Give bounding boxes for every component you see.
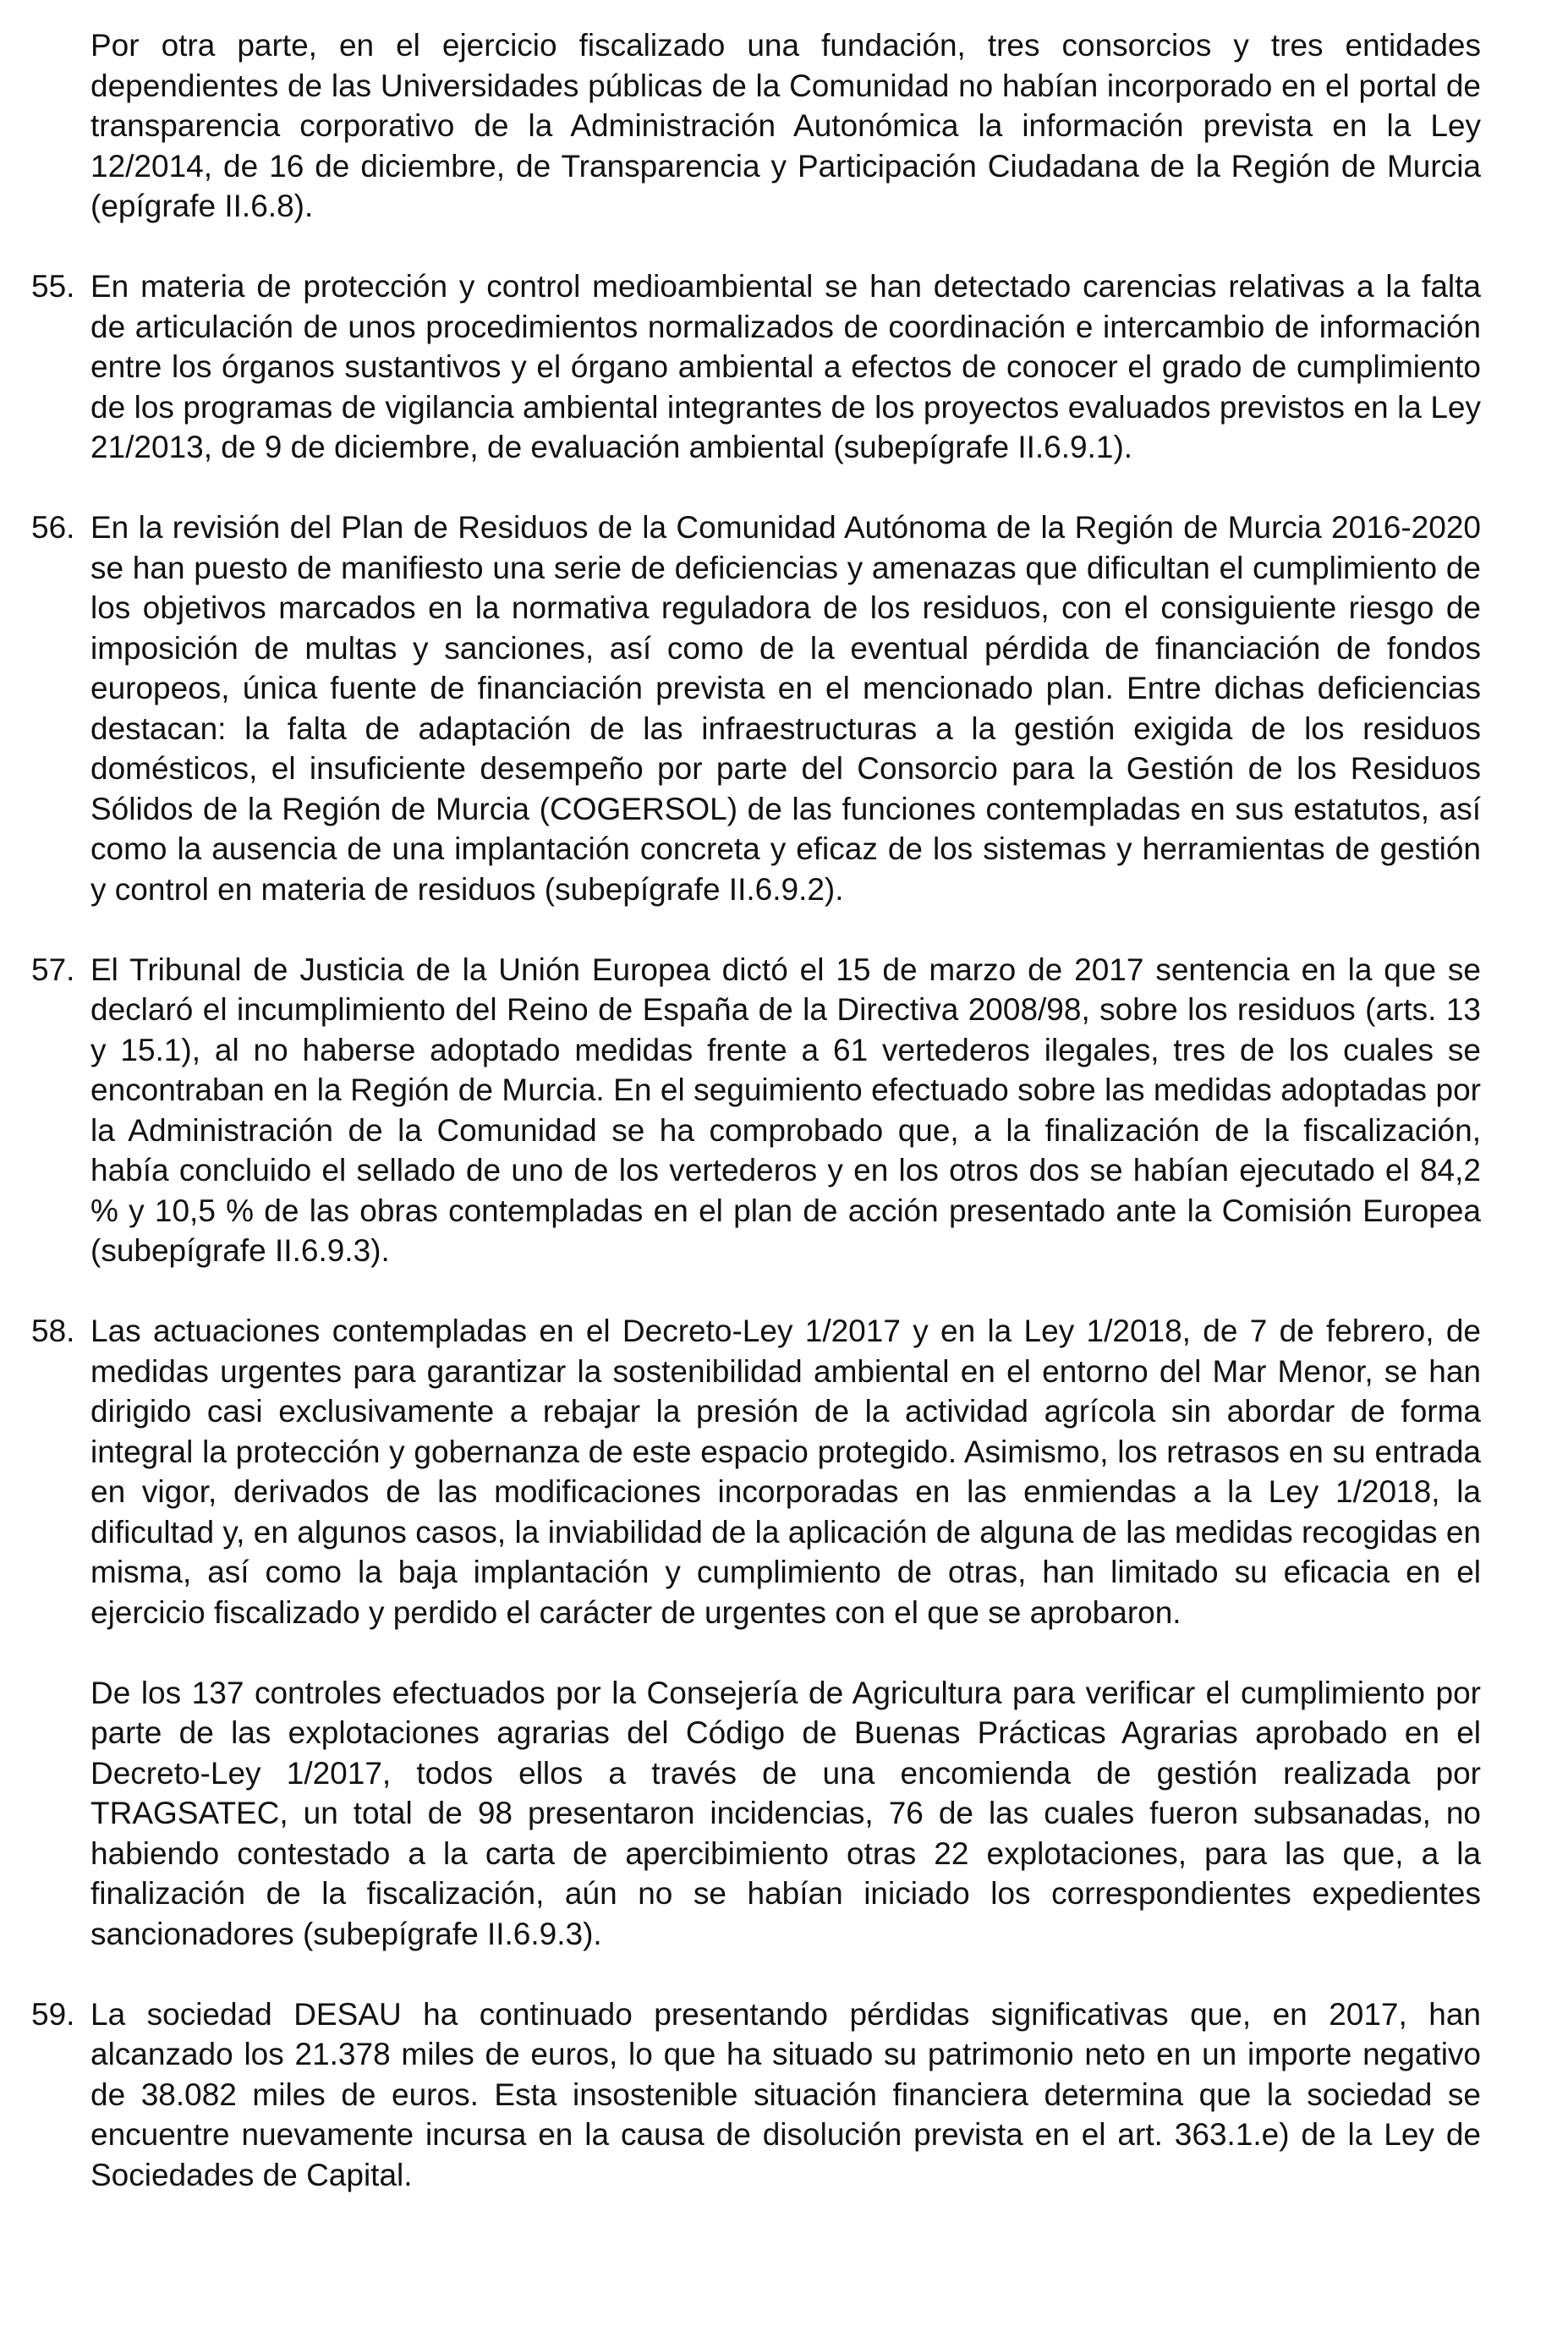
paragraph-number: 56. [31,510,75,545]
paragraph-number: 59. [31,1996,75,2032]
paragraph-text: La sociedad DESAU ha continuado presentando pérdidas significativas que, en 2017, han alcanzado los 21.378 miles de euros, lo que ha situado su patrimonio neto en un importe negativo de 38.082 miles de euros. Esta insostenible situación financiera determina que la sociedad se encuentre nuevamente incursa en la causa de disolución prevista en el art. 363.1.e) de la Ley de Sociedades de Capital. [90,1996,1481,2192]
paragraph-intro [90,25,1481,227]
paragraph-55 [31,266,1481,468]
paragraph-58-continued [90,1673,1481,1955]
paragraph-text: De los 137 controles efectuados por la Consejería de Agricultura para verificar el cumplimiento por parte de las explotaciones agrarias del Código de Buenas Prácticas Agrarias aprobado en el Decreto-Ley 1/2017, todos ellos a través de una encomienda de gestión realizada por TRAGSATEC, un total de 98 presentaron incidencias, 76 de las cuales fueron subsanadas, no habiendo contestado a la carta de apercibimiento otras 22 explotaciones, para las que, a la finalización de la fiscalización, aún no se habían iniciado los correspondientes expedientes sancionadores (subepígrafe II.6.9.3). [90,1675,1481,1951]
paragraph-text: Por otra parte, en el ejercicio fiscalizado una fundación, tres consorcios y tres entidades dependientes de las Universidades públicas de la Comunidad no habían incorporado en el portal de transparencia corporativo de la Administración Autonómica la información prevista en la Ley 12/2014, de 16 de diciembre, de Transparencia y Participación Ciudadana de la Región de Murcia (epígrafe II.6.8). [90,28,1481,223]
paragraph-57 [31,950,1481,1271]
paragraph-text: El Tribunal de Justicia de la Unión Europea dictó el 15 de marzo de 2017 sentencia en la que se declaró el incumplimiento del Reino de España de la Directiva 2008/98, sobre los residuos (arts. 13 y 15.1), al no haberse adoptado medidas frente a 61 vertederos ilegales, tres de los cuales se encontraban en la Región de Murcia. En el seguimiento efectuado sobre las medidas adoptadas por la Administración de la Comunidad se ha comprobado que, a la finalización de la fiscalización, había concluido el sellado de uno de los vertederos y en los otros dos se habían ejecutado el 84,2 % y 10,5 % de las obras contempladas en el plan de acción presentado ante la Comisión Europea (subepígrafe II.6.9.3). [90,952,1481,1268]
paragraph-text: Las actuaciones contempladas en el Decreto-Ley 1/2017 y en la Ley 1/2018, de 7 de febrero, de medidas urgentes para garantizar la sostenibilidad ambiental en el entorno del Mar Menor, se han dirigido casi exclusivamente a rebajar la presión de la actividad agrícola sin abordar de forma integral la protección y gobernanza de este espacio protegido. Asimismo, los retrasos en su entrada en vigor, derivados de las modificaciones incorporadas en las enmiendas a la Ley 1/2018, la dificultad y, en algunos casos, la inviabilidad de la aplicación de alguna de las medidas recogidas en misma, así como la baja implantación y cumplimiento de otras, han limitado su eficacia en el ejercicio fiscalizado y perdido el carácter de urgentes con el que se aprobaron. [90,1314,1481,1630]
paragraph-56 [31,507,1481,909]
paragraph-text: En materia de protección y control medioambiental se han detectado carencias relativas a la falta de articulación de unos procedimientos normalizados de coordinación e intercambio de información entre los órganos sustantivos y el órgano ambiental a efectos de conocer el grado de cumplimiento de los programas de vigilancia ambiental integrantes de los proyectos evaluados previstos en la Ley 21/2013, de 9 de diciembre, de evaluación ambiental (subepígrafe II.6.9.1). [90,269,1481,464]
paragraph-59 [31,1994,1481,2196]
paragraph-text: En la revisión del Plan de Residuos de la Comunidad Autónoma de la Región de Murcia 2016-2020 se han puesto de manifiesto una serie de deficiencias y amenazas que dificultan el cumplimiento de los objetivos marcados en la normativa reguladora de los residuos, con el consiguiente riesgo de imposición de multas y sanciones, así como de la eventual pérdida de financiación de fondos europeos, única fuente de financiación prevista en el mencionado plan. Entre dichas deficiencias destacan: la falta de adaptación de las infraestructuras a la gestión exigida de los residuos domésticos, el insuficiente desempeño por parte del Consorcio para la Gestión de los Residuos Sólidos de la Región de Murcia (COGERSOL) de las funciones contempladas en sus estatutos, así como la ausencia de una implantación concreta y eficaz de los sistemas y herramientas de gestión y control en materia de residuos (subepígrafe II.6.9.2). [90,510,1481,907]
paragraph-number: 58. [31,1314,75,1348]
paragraph-number: 55. [31,269,75,304]
paragraph-number: 57. [31,952,75,987]
paragraph-58 [31,1311,1481,1632]
